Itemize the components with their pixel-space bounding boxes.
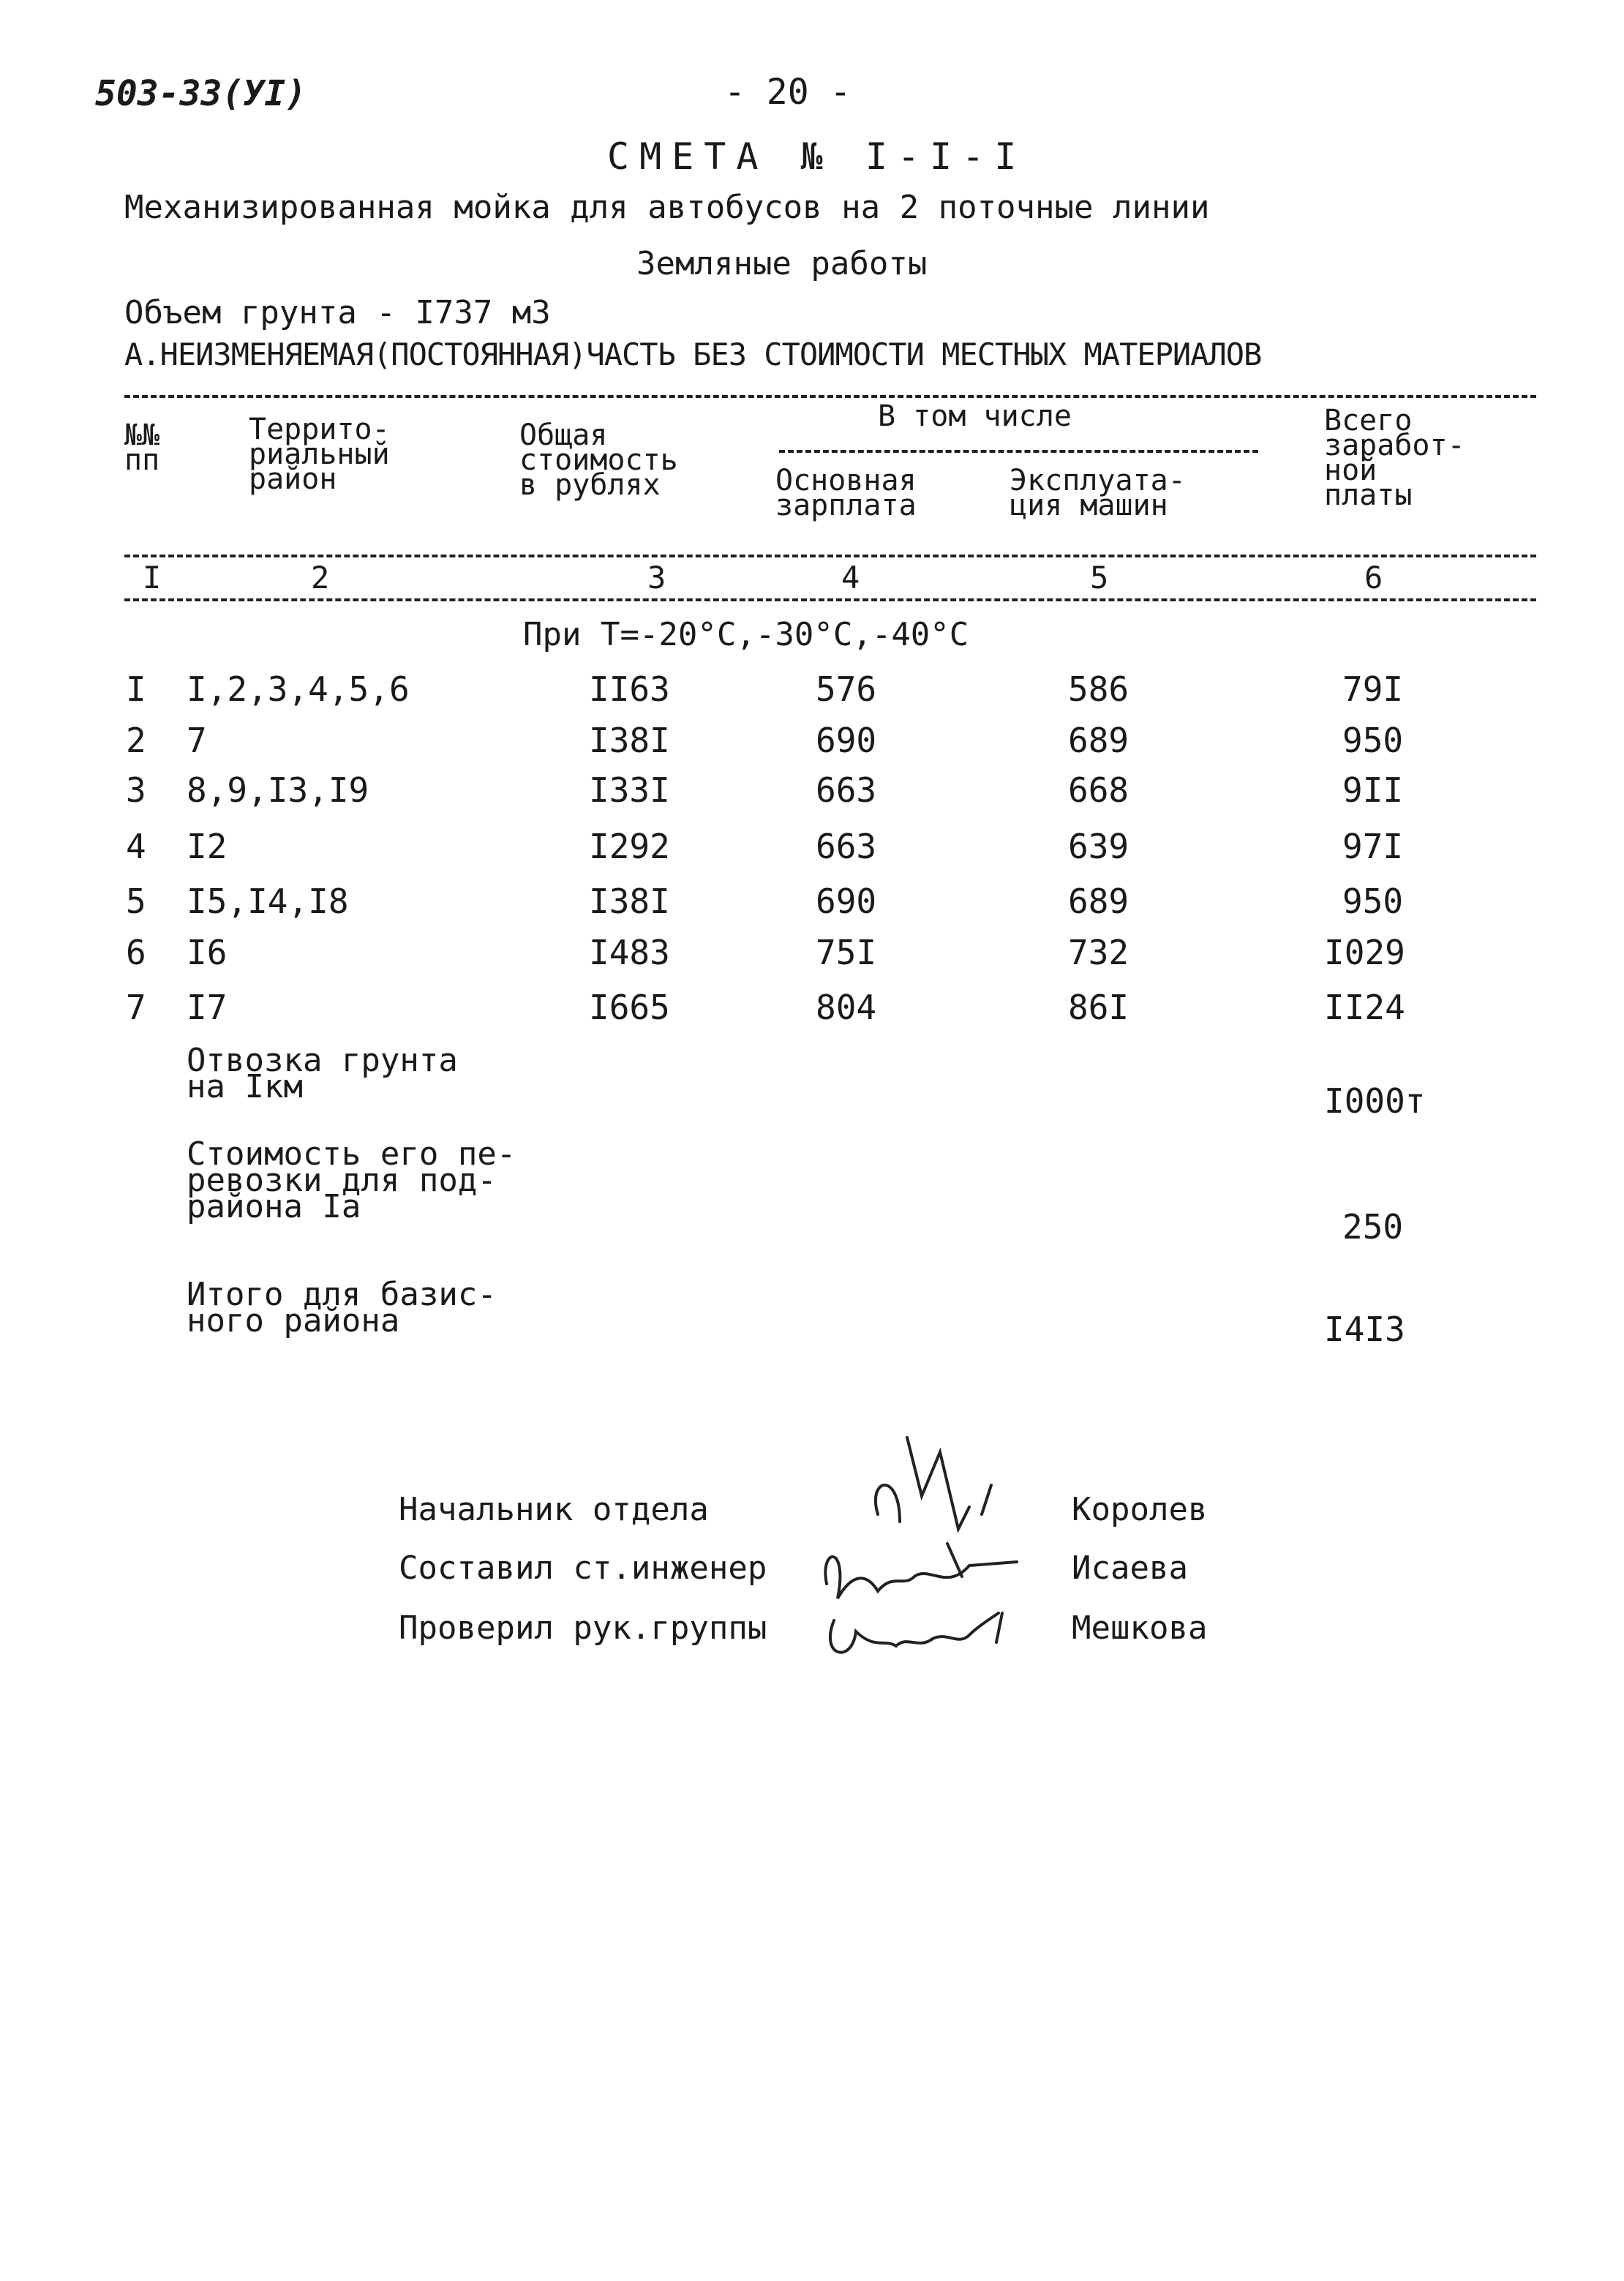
- row-base-salary: 663: [816, 770, 877, 810]
- row-total-wages: II24: [1324, 988, 1405, 1027]
- table-top-rule: [124, 395, 1536, 398]
- signer-name: Исаева: [1072, 1549, 1188, 1587]
- row-number: 6: [126, 933, 146, 972]
- handwritten-signatures: [812, 1427, 1061, 1675]
- column-number-3: 3: [647, 560, 666, 595]
- header-machine-ops: Эксплуата- ция машин: [1010, 464, 1186, 522]
- signer-role: Составил ст.инженер: [399, 1549, 767, 1587]
- row-total-cost: I483: [589, 933, 670, 972]
- page-number: - 20 -: [724, 72, 852, 113]
- row-number: 5: [126, 882, 146, 921]
- project-name: Механизированная мойка для автобусов на 2 поточные линии: [124, 189, 1210, 226]
- column-number-5: 5: [1090, 560, 1109, 595]
- row-number: 2: [126, 721, 146, 760]
- hauling-value: I000т: [1324, 1081, 1426, 1121]
- row-total-wages: 79I: [1342, 669, 1404, 709]
- row-total-wages: I029: [1324, 933, 1405, 972]
- row-machine-ops: 732: [1068, 933, 1129, 972]
- row-base-salary: 690: [816, 882, 877, 921]
- row-machine-ops: 689: [1068, 882, 1129, 921]
- estimate-title: СМЕТА № I-I-I: [607, 135, 1027, 178]
- header-district: Террито- риальный район: [249, 413, 390, 496]
- row-number: 7: [126, 988, 146, 1027]
- row-number: 4: [126, 827, 146, 866]
- signer-name: Королев: [1072, 1491, 1208, 1528]
- header-bottom-rule: [124, 555, 1536, 557]
- row-district: I7: [187, 988, 228, 1027]
- row-total-cost: I38I: [589, 882, 670, 921]
- transport-cost-value: 250: [1342, 1207, 1404, 1247]
- row-base-salary: 576: [816, 669, 877, 709]
- row-machine-ops: 668: [1068, 770, 1129, 810]
- row-total-wages: 950: [1342, 882, 1404, 921]
- column-number-2: 2: [311, 560, 330, 595]
- row-total-cost: I38I: [589, 721, 670, 760]
- row-total-cost: I292: [589, 827, 670, 866]
- row-number: I: [126, 669, 146, 709]
- row-number: 3: [126, 770, 146, 810]
- row-base-salary: 663: [816, 827, 877, 866]
- signer-name: Мешкова: [1072, 1609, 1208, 1647]
- row-district: I2: [187, 827, 228, 866]
- work-type: Земляные работы: [636, 245, 928, 282]
- row-base-salary: 75I: [816, 933, 877, 972]
- transport-cost-label: Стоимость его пе- ревозки для под- района Iа: [187, 1135, 516, 1225]
- row-machine-ops: 639: [1068, 827, 1129, 866]
- including-rule: [779, 450, 1258, 453]
- column-number-1: I: [143, 560, 162, 595]
- section-heading: А.НЕИЗМЕНЯЕМАЯ(ПОСТОЯННАЯ)ЧАСТЬ БЕЗ СТОИМОСТИ МЕСТНЫХ МАТЕРИАЛОВ: [124, 337, 1262, 372]
- row-district: I5,I4,I8: [187, 882, 349, 921]
- header-including: В том числе: [878, 399, 1072, 433]
- column-number-6: 6: [1364, 560, 1383, 595]
- column-number-4: 4: [841, 560, 860, 595]
- document-code: 503-33(УI): [95, 73, 307, 114]
- base-total-value: I4I3: [1324, 1309, 1405, 1349]
- temperature-condition: При Т=-20°С,-30°С,-40°С: [523, 616, 969, 653]
- row-total-wages: 9II: [1342, 770, 1404, 810]
- row-district: I,2,3,4,5,6: [187, 669, 410, 709]
- header-total-wages: Всего заработ- ной платы: [1324, 404, 1465, 512]
- row-base-salary: 804: [816, 988, 877, 1027]
- row-district: 8,9,I3,I9: [187, 770, 369, 810]
- row-machine-ops: 86I: [1068, 988, 1129, 1027]
- base-total-label: Итого для базис- ного района: [187, 1276, 497, 1339]
- soil-volume: Объем грунта - I737 м3: [124, 294, 551, 331]
- row-total-cost: II63: [589, 669, 670, 709]
- row-machine-ops: 586: [1068, 669, 1129, 709]
- column-numbers-rule: [124, 598, 1536, 601]
- row-total-cost: I33I: [589, 770, 670, 810]
- row-district: I6: [187, 933, 228, 972]
- row-total-wages: 950: [1342, 721, 1404, 760]
- row-district: 7: [187, 721, 207, 760]
- row-base-salary: 690: [816, 721, 877, 760]
- row-total-cost: I665: [589, 988, 670, 1027]
- hauling-label: Отвозка грунта на Iкм: [187, 1042, 458, 1105]
- header-number: №№ пп: [124, 418, 160, 477]
- row-total-wages: 97I: [1342, 827, 1404, 866]
- header-base-salary: Основная зарплата: [775, 464, 917, 522]
- row-machine-ops: 689: [1068, 721, 1129, 760]
- signer-role: Проверил рук.группы: [399, 1609, 767, 1647]
- header-total-cost: Общая стоимость в рублях: [519, 418, 678, 502]
- signer-role: Начальник отдела: [399, 1491, 709, 1528]
